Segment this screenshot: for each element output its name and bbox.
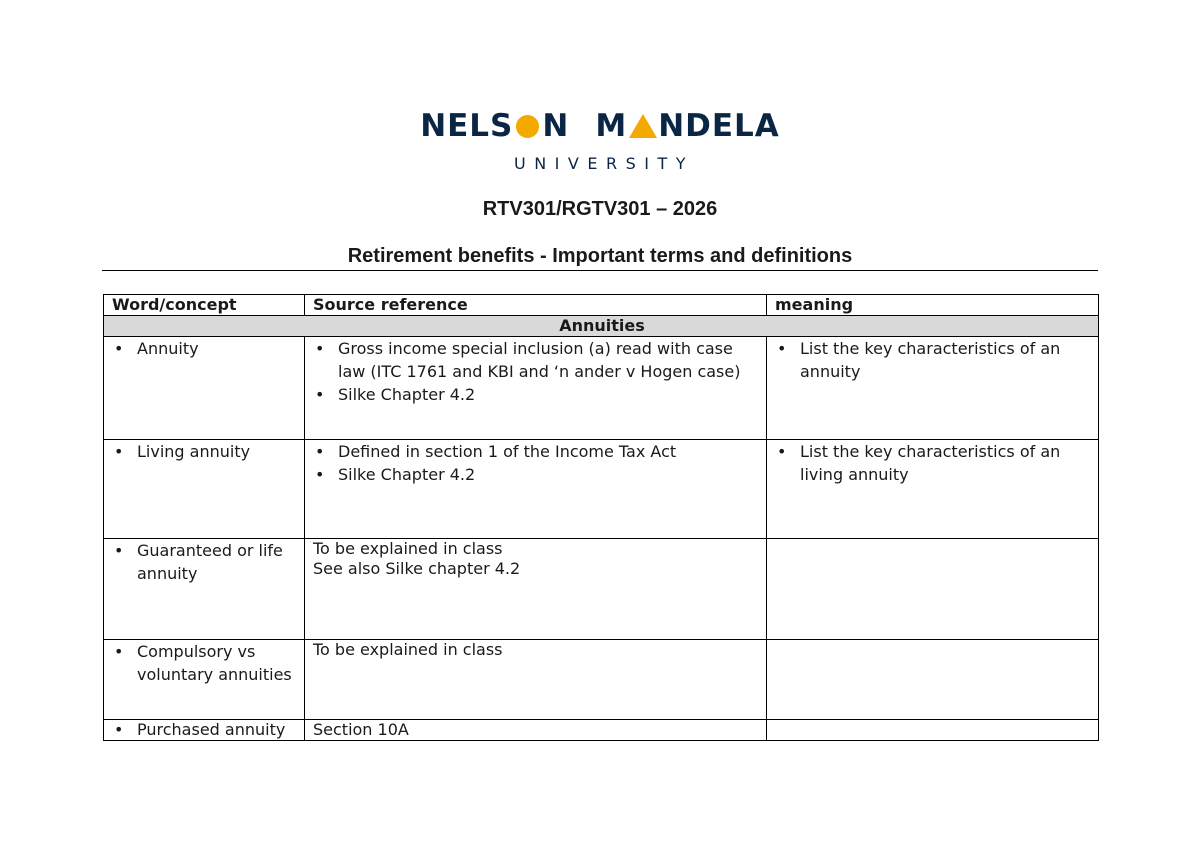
- concept-cell: [104, 640, 305, 720]
- source-item: • Gross income special inclusion (a) read with case law (ITC 1761 and KBI and ‘n ander v Hogen case): [313, 337, 760, 383]
- definitions-table: [103, 294, 1099, 741]
- sun-icon: [516, 115, 539, 138]
- section-label: Annuities: [104, 316, 1099, 337]
- meaning-cell: [767, 337, 1099, 440]
- source-cell: [305, 337, 767, 440]
- concept-label: • Annuity: [112, 337, 298, 360]
- source-text: See also Silke chapter 4.2: [313, 559, 521, 578]
- table-row: [104, 720, 1099, 741]
- meaning-item: • List the key characteristics of an living annuity: [775, 440, 1092, 486]
- concept-cell: [104, 539, 305, 640]
- source-cell: [305, 440, 767, 539]
- concept-label: • Purchased annuity: [112, 720, 298, 740]
- meaning-cell: [767, 720, 1099, 741]
- meaning-cell: [767, 539, 1099, 640]
- concept-label: • Living annuity: [112, 440, 298, 463]
- concept-cell: [104, 337, 305, 440]
- logo-text-m: M: [595, 108, 628, 144]
- source-text: To be explained in class: [313, 640, 503, 659]
- table-row: [104, 440, 1099, 539]
- column-header-source: Source reference: [305, 295, 767, 316]
- source-cell: [305, 539, 767, 640]
- section-row: [104, 316, 1099, 337]
- concept-cell: [104, 720, 305, 741]
- university-logo: [0, 108, 1200, 173]
- header-row: [104, 295, 1099, 316]
- meaning-cell: [767, 440, 1099, 539]
- source-cell: [305, 640, 767, 720]
- table-row: [104, 539, 1099, 640]
- logo-text-nels: NELS: [420, 108, 514, 144]
- concept-label: • Compulsory vs voluntary annuities: [112, 640, 298, 686]
- source-text: To be explained in class: [313, 539, 503, 558]
- logo-subtitle: UNIVERSITY: [514, 154, 694, 173]
- meaning-item: • List the key characteristics of an annuity: [775, 337, 1092, 383]
- table-row: [104, 640, 1099, 720]
- table-row: [104, 337, 1099, 440]
- source-item: • Silke Chapter 4.2: [313, 463, 760, 486]
- title-divider: [102, 270, 1098, 271]
- source-text: Section 10A: [313, 720, 409, 739]
- logo-text-ndela: NDELA: [658, 108, 780, 144]
- column-header-meaning: meaning: [767, 295, 1099, 316]
- meaning-cell: [767, 640, 1099, 720]
- source-cell: [305, 720, 767, 741]
- concept-label: • Guaranteed or life annuity: [112, 539, 298, 585]
- triangle-icon: [629, 114, 657, 138]
- course-code: RTV301/RGTV301 – 2026: [482, 198, 718, 220]
- logo-text-n: N: [542, 108, 570, 144]
- document-title: Retirement benefits - Important terms and definitions: [347, 245, 853, 267]
- source-item: • Silke Chapter 4.2: [313, 383, 760, 406]
- concept-cell: [104, 440, 305, 539]
- column-header-concept: Word/concept: [104, 295, 305, 316]
- source-item: • Defined in section 1 of the Income Tax Act: [313, 440, 760, 463]
- logo-wordmark: [420, 108, 780, 144]
